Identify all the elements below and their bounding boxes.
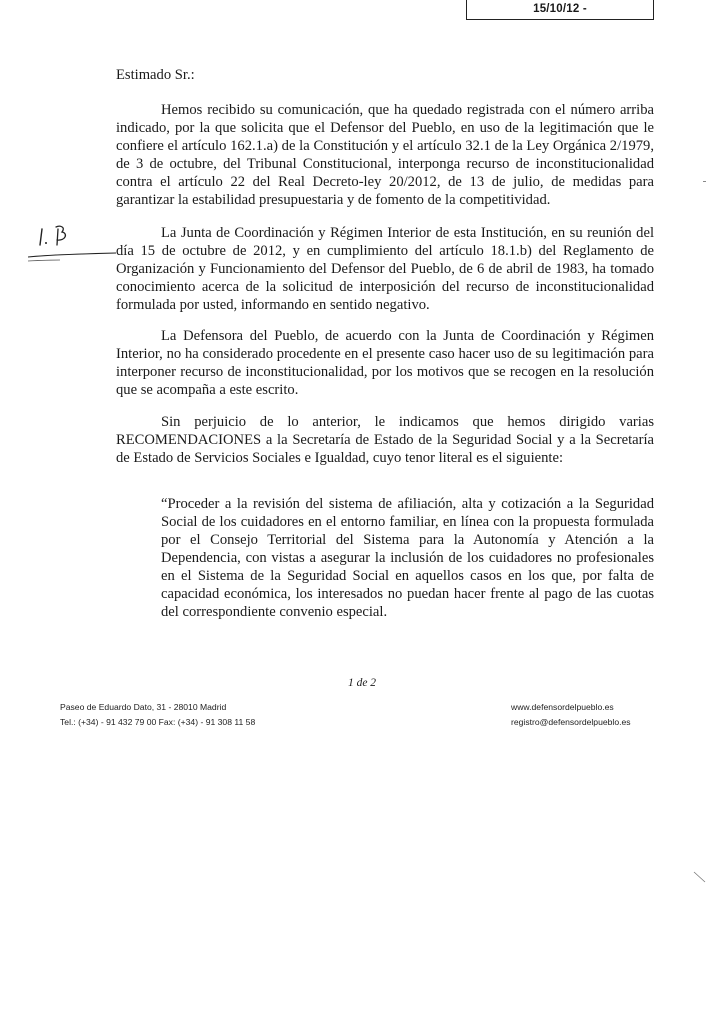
footer-contact: [60, 700, 255, 730]
footer-address: Paseo de Eduardo Dato, 31 - 28010 Madrid: [60, 702, 227, 712]
scan-mark: [693, 870, 707, 884]
paragraph-4: Sin perjuicio de lo anterior, le indicamos que hemos dirigido varias RECOMENDACIONES a la Secretaría de Estado de la Seguridad Social y a la Secretaría de Estado de Servicios Sociales e Igualdad, cuyo tenor literal es el siguiente:: [116, 414, 654, 466]
handwritten-margin-note: [28, 223, 118, 271]
reference-number: 15/10/12 -: [533, 3, 587, 15]
letter-body: [116, 101, 654, 482]
paragraph-1: Hemos recibido su comunicación, que ha quedado registrada con el número arriba indicado, por la que solicita que el Defensor del Pueblo, en uso de la legitimación que le confiere el artículo 162.1.a) de la Constitución y el artículo 32.1 de la Ley Orgánica 2/1979, de 3 de octubre, del Tribunal Constitucional, interponga recurso de inconstitucionalidad contra el artículo 22 del Real Decreto-ley 20/2012, de 13 de julio, de medidas para garantizar la estabilidad presupuestaria y de fomento de la competitividad.: [116, 102, 654, 208]
quoted-recommendation: “Proceder a la revisión del sistema de afiliación, alta y cotización a la Seguridad Social de los cuidadores en el entorno familiar, en línea con la propuesta formulada por el Consejo Territorial del Sistema para la Autonomía y Atención a la Dependencia, con vistas a asegurar la inclusión de los cuidadores no profesionales en el Sistema de la Seguridad Social en aquellos casos en los que, por falta de capacidad económica, los interesados no puedan hacer frente al pago de las cuotas del correspondiente convenio especial.: [161, 496, 654, 620]
footer-website[interactable]: www.defensordelpueblo.es: [511, 702, 614, 712]
footer-web: [511, 700, 631, 730]
footer-email[interactable]: registro@defensordelpueblo.es: [511, 717, 631, 727]
reference-number-box: [466, 0, 654, 20]
footer-phone: Tel.: (+34) - 91 432 79 00 Fax: (+34) - 91 308 11 58: [60, 717, 256, 727]
paragraph-2: La Junta de Coordinación y Régimen Interior de esta Institución, en su reunión del día 15 de octubre de 2012, y en cumplimiento del artículo 18.1.b) del Reglamento de Organización y Funcionamiento del Defensor del Pueblo, de 6 de abril de 1983, ha tomado conocimiento acerca de la solicitud de interposición del recurso de inconstitucionalidad formulada por usted, informando en sentido negativo.: [116, 225, 654, 313]
page-number: 1 de 2: [347, 677, 377, 689]
paragraph-3: La Defensora del Pueblo, de acuerdo con la Junta de Coordinación y Régimen Interior, no ha considerado procedente en el presente caso hacer uso de su legitimación para interponer recurso de inconstitucionalidad, por los motivos que se recogen en la resolución que se acompaña a este escrito.: [116, 328, 654, 398]
greeting: Estimado Sr.:: [116, 67, 195, 83]
scan-speck: [703, 181, 706, 182]
